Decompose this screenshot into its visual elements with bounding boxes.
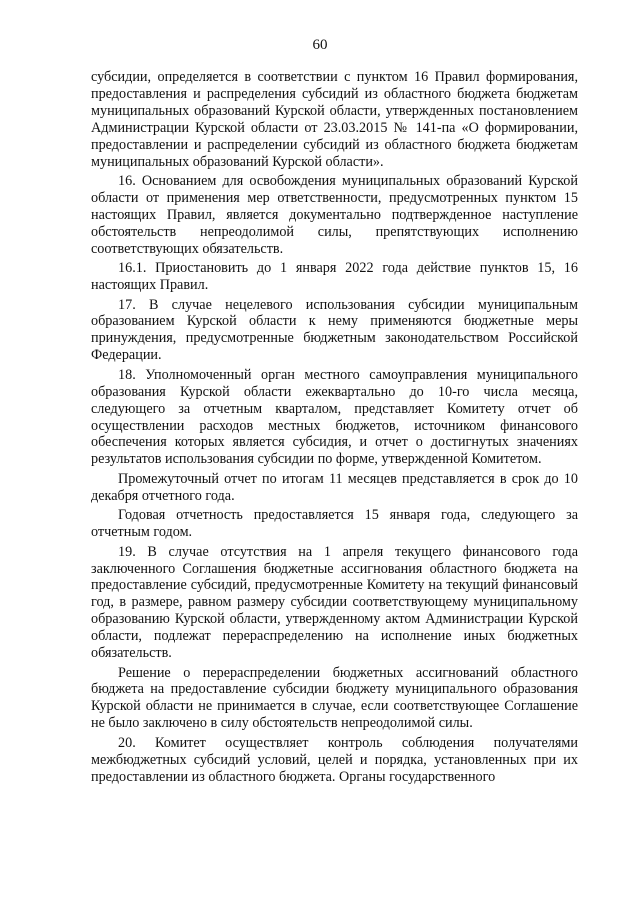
page-number: 60 [312,37,328,53]
paragraph-reallocation-decision: Решение о перераспределении бюджетных ассигнований областного бюджета на предоставление субсидии бюджету муниципального образования Курской области не принимается в случае, если соответствующее Соглашение не было заключено в силу обстоятельств непреодолимой силы. [91,664,578,732]
paragraph-16-1: 16.1. Приостановить до 1 января 2022 года действие пунктов 15, 16 настоящих Правил. [91,260,578,294]
paragraph-annual-report: Годовая отчетность предоставляется 15 января года, следующего за отчетным годом. [91,507,578,541]
paragraph-continuation: субсидии, определяется в соответствии с пунктом 16 Правил формирования, предоставления и распределения субсидий из областного бюджета бюджетам муниципальных образований Курской области, утвержденных постановлением Администрации Курской области от 23.03.2015 № 141-па «О формировании, предоставлении и распределении субсидий из областного бюджета бюджетам муниципальных образований Курской области». [91,69,578,170]
paragraph-17: 17. В случае нецелевого использования субсидии муниципальным образованием Курской области к нему применяются бюджетные меры принуждения, предусмотренные бюджетным законодательством Российской Федерации. [91,296,578,364]
document-body [91,69,578,788]
paragraph-19: 19. В случае отсутствия на 1 апреля текущего финансового года заключенного Соглашения бюджетные ассигнования областного бюджета на предоставление субсидий, предусмотренные Комитету на текущий финансовый год, в размере, равном размеру субсидии соответствующему муниципальному образованию Курской области, утвержденному актом Администрации Курской области, подлежат перераспределению на исполнение иных бюджетных обязательств. [91,543,578,662]
paragraph-20: 20. Комитет осуществляет контроль соблюдения получателями межбюджетных субсидий условий, целей и порядка, установленных при их предоставлении из областного бюджета. Органы государственного [91,734,578,785]
paragraph-interim-report: Промежуточный отчет по итогам 11 месяцев представляется в срок до 10 декабря отчетного года. [91,470,578,504]
paragraph-18: 18. Уполномоченный орган местного самоуправления муниципального образования Курской области ежеквартально до 10-го числа месяца, следующего за отчетным кварталом, представляет Комитету отчет об осуществлении расходов местных бюджетов, источником финансового обеспечения которых является субсидия, и отчет о достигнутых значениях результатов использования субсидии по форме, утвержденной Комитетом. [91,366,578,468]
paragraph-16: 16. Основанием для освобождения муниципальных образований Курской области от применения мер ответственности, предусмотренных пунктом 15 настоящих Правил, является документально подтвержденное наступление обстоятельств непреодолимой силы, препятствующих исполнению соответствующих обязательств. [91,173,578,257]
